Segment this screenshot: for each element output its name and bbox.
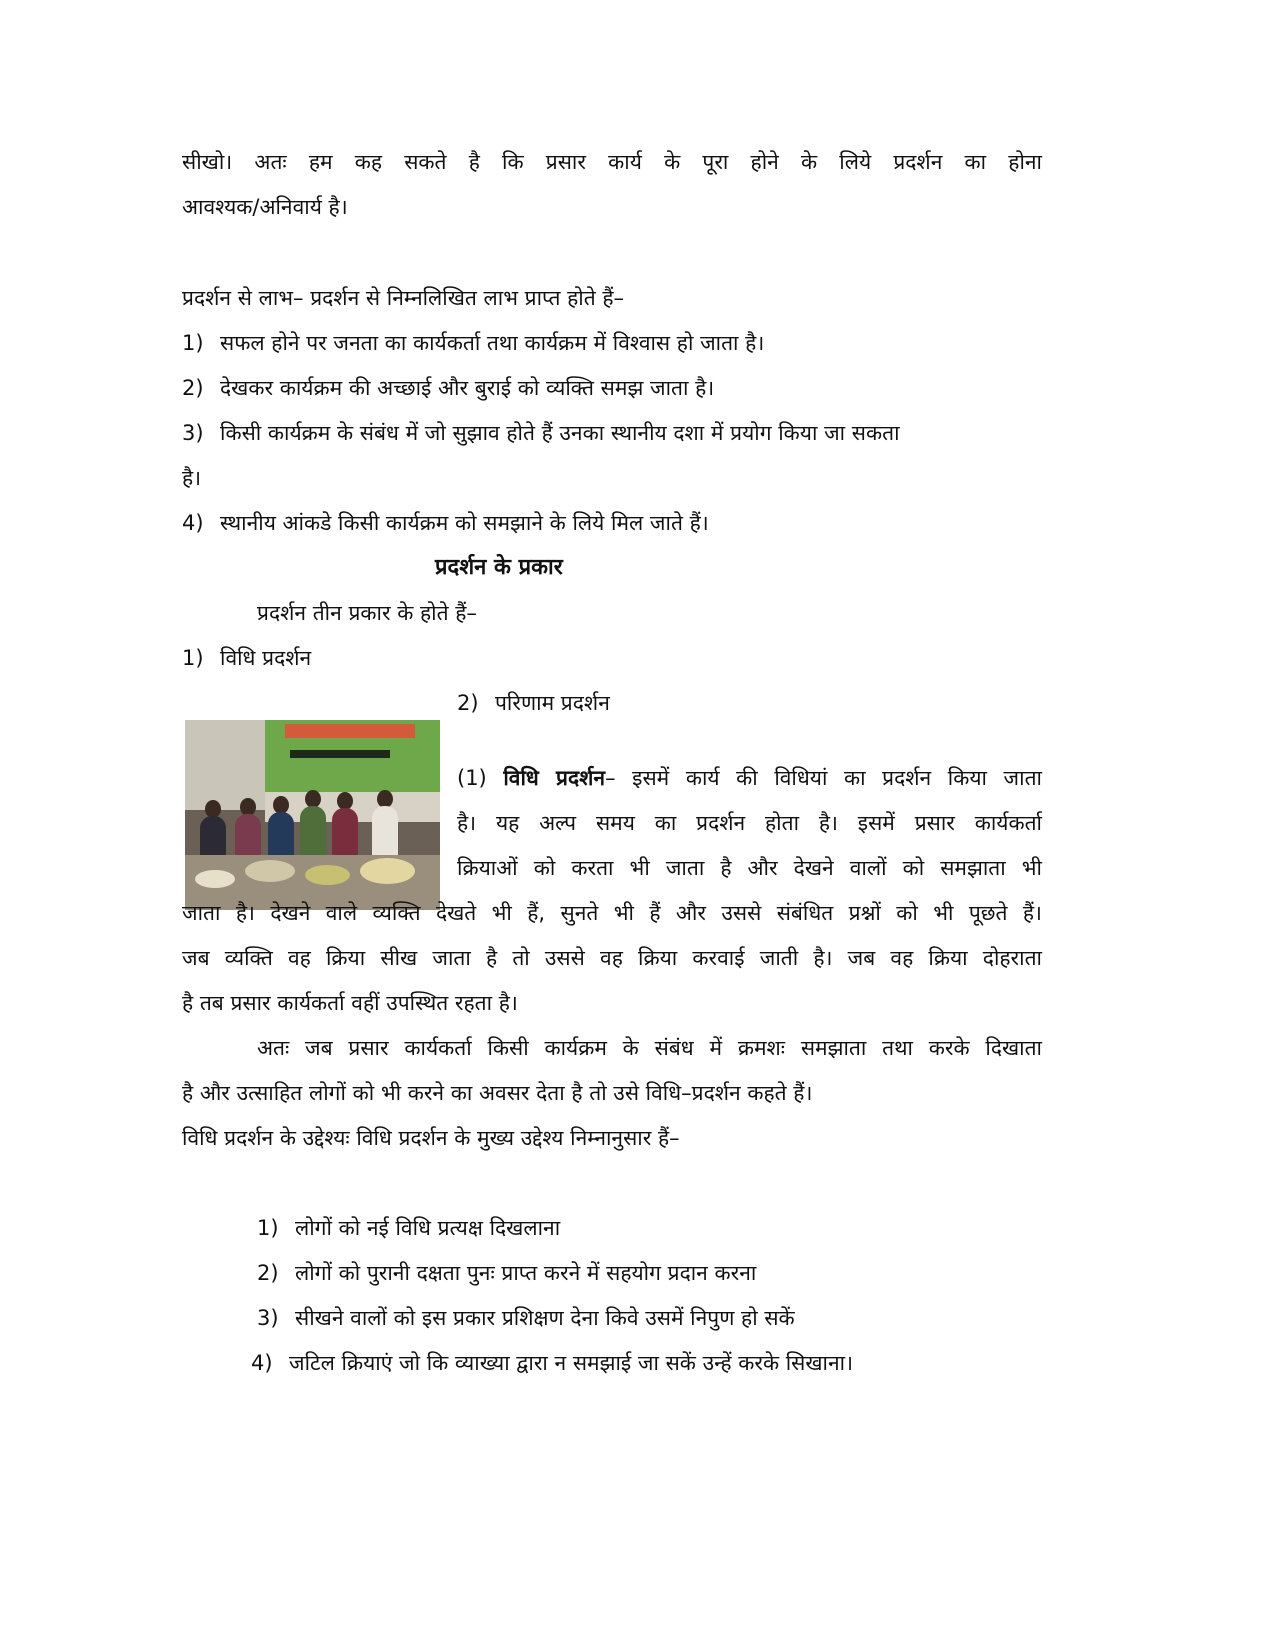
- types-text-1: विधि प्रदर्शन: [220, 646, 312, 670]
- benefit-text-3: किसी कार्यक्रम के संबंध में जो सुझाव होते हैं उनका स्थानीय दशा में प्रयोग किया जा सकता: [220, 421, 900, 445]
- types-num-2: 2): [457, 691, 479, 715]
- demonstration-photo: [185, 720, 440, 910]
- objective-item-1: [257, 1213, 1117, 1243]
- objective-num-3: 3): [257, 1306, 279, 1330]
- objective-text-1: लोगों को नई विधि प्रत्यक्ष दिखलाना: [295, 1216, 561, 1240]
- types-num-1: 1): [182, 646, 204, 670]
- method-line-2: है। यह अल्प समय का प्रदर्शन होता है। इसमें प्रसार कार्यकर्ता: [457, 811, 1042, 835]
- types-item-2: [457, 688, 857, 718]
- benefit-text-2: देखकर कार्यक्रम की अच्छाई और बुराई को व्यक्ति समझ जाता है।: [220, 376, 715, 400]
- objective-item-2: [257, 1258, 1117, 1288]
- benefit-num-1: 1): [182, 331, 204, 355]
- intro-line-1: सीखो। अतः हम कह सकते है कि प्रसार कार्य के पूरा होने के लिये प्रदर्शन का होना: [182, 150, 1042, 174]
- method-line-1-text: – इसमें कार्य की विधियां का प्रदर्शन किया जाता: [605, 766, 1042, 790]
- benefit-num-2: 2): [182, 376, 204, 400]
- benefits-title: प्रदर्शन से लाभ– प्रदर्शन से निम्नलिखित लाभ प्राप्त होते हैं–: [182, 286, 625, 310]
- objective-num-2: 2): [257, 1261, 279, 1285]
- objective-item-3: [257, 1303, 1117, 1333]
- intro-line-2: आवश्यक/अनिवार्य है।: [182, 195, 348, 219]
- benefit-text-1: सफल होने पर जनता का कार्यकर्ता तथा कार्यक्रम में विश्वास हो जाता है।: [220, 331, 765, 355]
- method-line-8: है और उत्साहित लोगों को भी करने का अवसर देता है तो उसे विधि–प्रदर्शन कहते हैं।: [182, 1081, 813, 1105]
- objectives-title: विधि प्रदर्शन के उद्देश्यः विधि प्रदर्शन के मुख्य उद्देश्य निम्नानुसार हैं–: [182, 1126, 680, 1150]
- objective-num-4: 4): [251, 1351, 273, 1375]
- benefit-item-3: [182, 418, 1042, 448]
- benefit-item-4: [182, 508, 1042, 538]
- method-line-4: जाता है। देखने वाले व्यक्ति देखते भी हैं, सुनते भी हैं और उससे संबंधित प्रश्नों को भी पूछते हैं।: [182, 901, 1042, 925]
- types-item-1: [182, 643, 1042, 673]
- objective-text-3: सीखने वालों को इस प्रकार प्रशिक्षण देना किवे उसमें निपुण हो सकें: [295, 1306, 795, 1330]
- method-label: विधि प्रदर्शन: [503, 766, 606, 790]
- method-line-1: [457, 763, 1042, 793]
- method-line-6: है तब प्रसार कार्यकर्ता वहीं उपस्थित रहता है।: [182, 991, 518, 1015]
- benefit-num-3: 3): [182, 421, 204, 445]
- benefit-item-1: [182, 328, 1042, 358]
- objective-num-1: 1): [257, 1216, 279, 1240]
- method-line-7: अतः जब प्रसार कार्यकर्ता किसी कार्यक्रम के संबंध में क्रमशः समझाता तथा करके दिखाता: [257, 1036, 1042, 1060]
- method-line-5: जब व्यक्ति वह क्रिया सीख जाता है तो उससे वह क्रिया करवाई जाती है। जब वह क्रिया दोहराता: [182, 946, 1042, 970]
- benefit-num-4: 4): [182, 511, 204, 535]
- benefit-item-3-cont: है।: [182, 466, 202, 490]
- types-heading: प्रदर्शन के प्रकार: [435, 555, 563, 580]
- objective-text-2: लोगों को पुरानी दक्षता पुनः प्राप्त करने में सहयोग प्रदान करना: [295, 1261, 757, 1285]
- method-line-3: क्रियाओं को करता भी जाता है और देखने वालों को समझाता भी: [457, 856, 1042, 880]
- method-label-num: (1): [457, 766, 487, 790]
- benefit-item-2: [182, 373, 1042, 403]
- types-intro: प्रदर्शन तीन प्रकार के होते हैं–: [257, 601, 477, 625]
- types-text-2: परिणाम प्रदर्शन: [495, 691, 610, 715]
- benefit-text-4: स्थानीय आंकडे किसी कार्यक्रम को समझाने के लिये मिल जाते हैं।: [220, 511, 709, 535]
- objective-item-4: [251, 1348, 1111, 1378]
- objective-text-4: जटिल क्रियाएं जो कि व्याख्या द्वारा न समझाई जा सकें उन्हें करके सिखाना।: [289, 1351, 854, 1375]
